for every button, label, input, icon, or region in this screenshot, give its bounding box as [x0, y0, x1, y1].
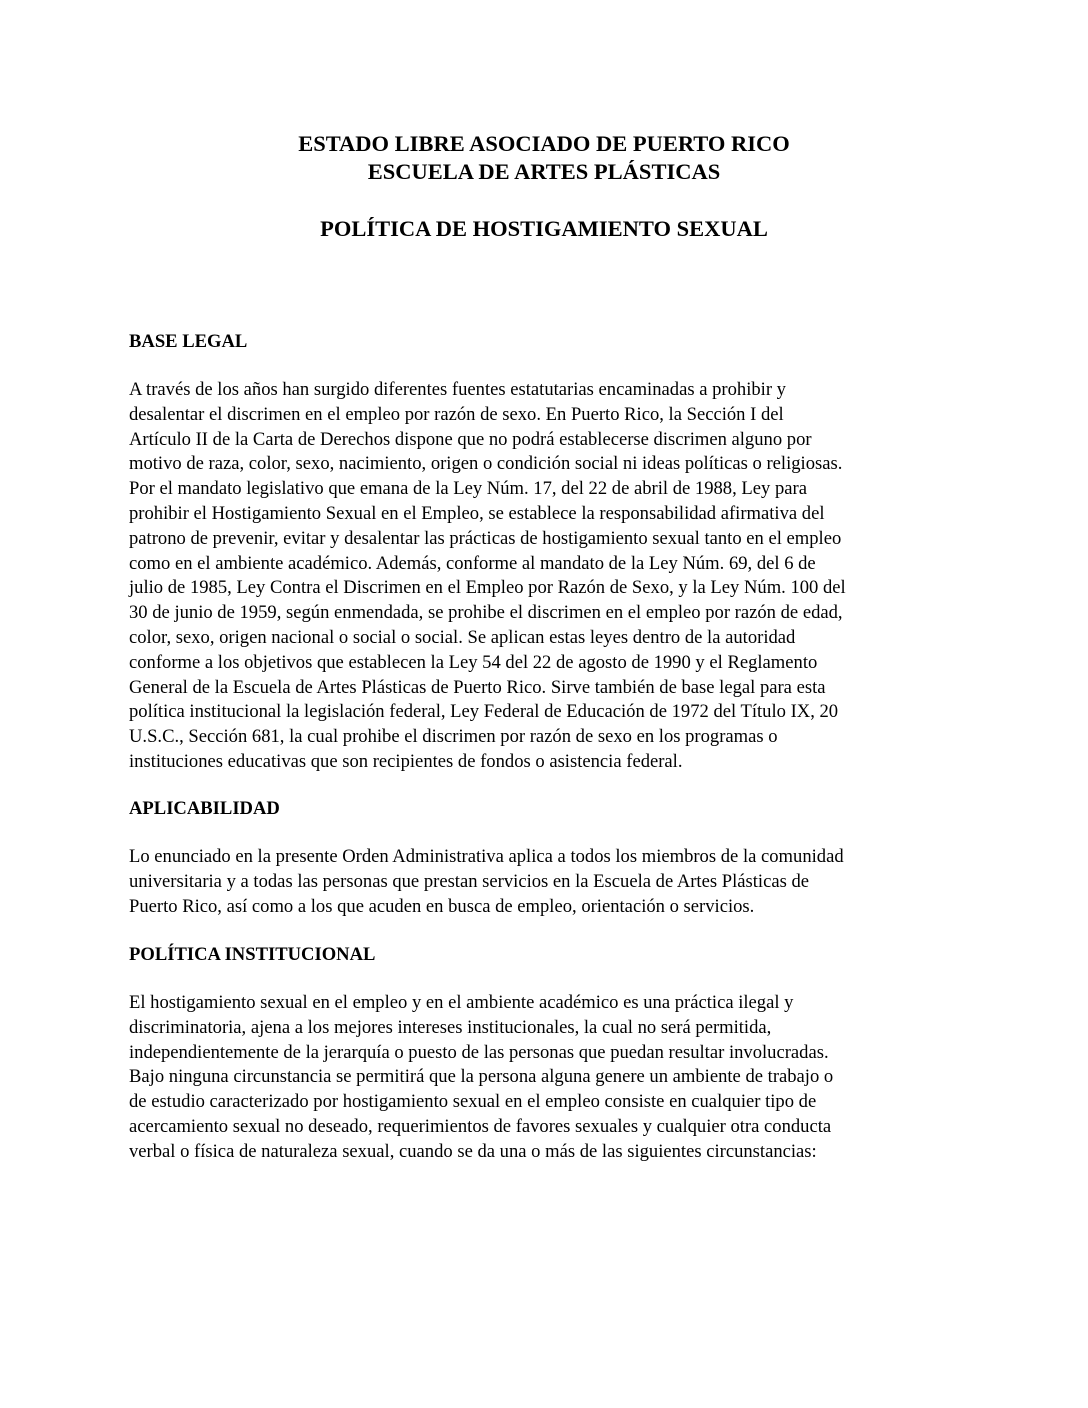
paragraph-line: instituciones educativas que son recipientes de fondos o asistencia federal.	[129, 750, 683, 772]
paragraph-line: A través de los años han surgido diferentes fuentes estatutarias encaminadas a prohibir y	[129, 379, 786, 400]
section-heading-politica-institucional: POLÍTICA INSTITUCIONAL	[129, 944, 376, 965]
paragraph-line: Artículo II de la Carta de Derechos dispone que no podrá establecerse discrimen alguno por	[129, 428, 812, 450]
paragraph-line: conforme a los objetivos que establecen la Ley 54 del 22 de agosto de 1990 y el Reglamento	[129, 651, 818, 673]
paragraph-line: desalentar el discrimen en el empleo por razón de sexo. En Puerto Rico, la Sección I del	[129, 403, 784, 425]
paragraph-line: acercamiento sexual no deseado, requerimientos de favores sexuales y cualquier otra conducta	[129, 1115, 832, 1137]
paragraph-line: 30 de junio de 1959, según enmendada, se prohibe el discrimen en el empleo por razón de edad,	[129, 602, 843, 624]
paragraph-line: Por el mandato legislativo que emana de la Ley Núm. 17, del 22 de abril de 1988, Ley para	[129, 478, 807, 500]
header-government: ESTADO LIBRE ASOCIADO DE PUERTO RICO	[298, 131, 790, 156]
paragraph-line: U.S.C., Sección 681, la cual prohibe el discrimen por razón de sexo en los programas o	[129, 726, 778, 748]
paragraph-line: política institucional la legislación federal, Ley Federal de Educación de 1972 del Título IX, 20	[129, 701, 839, 723]
paragraph-line: color, sexo, origen nacional o social o social. Se aplican estas leyes dentro de la autoridad	[129, 626, 796, 648]
paragraph-line: motivo de raza, color, sexo, nacimiento, origen o condición social ni ideas políticas o religiosas.	[129, 453, 843, 475]
section-body-politica-institucional	[129, 991, 989, 1165]
paragraph-line: General de la Escuela de Artes Plásticas de Puerto Rico. Sirve también de base legal para esta	[129, 676, 826, 698]
paragraph-line: julio de 1985, Ley Contra el Discrimen en el Empleo por Razón de Sexo, y la Ley Núm. 100 del	[129, 577, 846, 599]
paragraph-line: patrono de prevenir, evitar y desalentar las prácticas de hostigamiento sexual tanto en el empleo	[129, 527, 842, 549]
paragraph-line: prohibir el Hostigamiento Sexual en el Empleo, se establece la responsabilidad afirmativa del	[129, 502, 825, 524]
paragraph-line: de estudio caracterizado por hostigamiento sexual en el empleo consiste en cualquier tipo de	[129, 1091, 817, 1113]
paragraph-line: El hostigamiento sexual en el empleo y en el ambiente académico es una práctica ilegal y	[129, 992, 794, 1013]
section-body-base-legal	[129, 378, 989, 775]
paragraph-line: discriminatoria, ajena a los mejores intereses institucionales, la cual no será permitida,	[129, 1016, 772, 1038]
section-heading-base-legal: BASE LEGAL	[129, 331, 248, 352]
section-body-aplicabilidad	[129, 845, 989, 919]
paragraph-line: universitaria y a todas las personas que prestan servicios en la Escuela de Artes Plásticas de	[129, 870, 810, 892]
paragraph-line: independientemente de la jerarquía o puesto de las personas que puedan resultar involucradas.	[129, 1041, 829, 1063]
document-title: POLÍTICA DE HOSTIGAMIENTO SEXUAL	[320, 216, 768, 241]
section-heading-aplicabilidad: APLICABILIDAD	[129, 798, 280, 819]
paragraph-line: Puerto Rico, así como a los que acuden en busca de empleo, orientación o servicios.	[129, 895, 755, 917]
paragraph-line: Bajo ninguna circunstancia se permitirá que la persona alguna genere un ambiente de trabajo o	[129, 1066, 834, 1088]
paragraph-line: como en el ambiente académico. Además, conforme al mandato de la Ley Núm. 69, del 6 de	[129, 552, 816, 574]
paragraph-line: verbal o física de naturaleza sexual, cuando se da una o más de las siguientes circunstancias:	[129, 1140, 817, 1162]
paragraph-line: Lo enunciado en la presente Orden Administrativa aplica a todos los miembros de la comunidad	[129, 846, 844, 867]
header-school: ESCUELA DE ARTES PLÁSTICAS	[367, 159, 721, 184]
